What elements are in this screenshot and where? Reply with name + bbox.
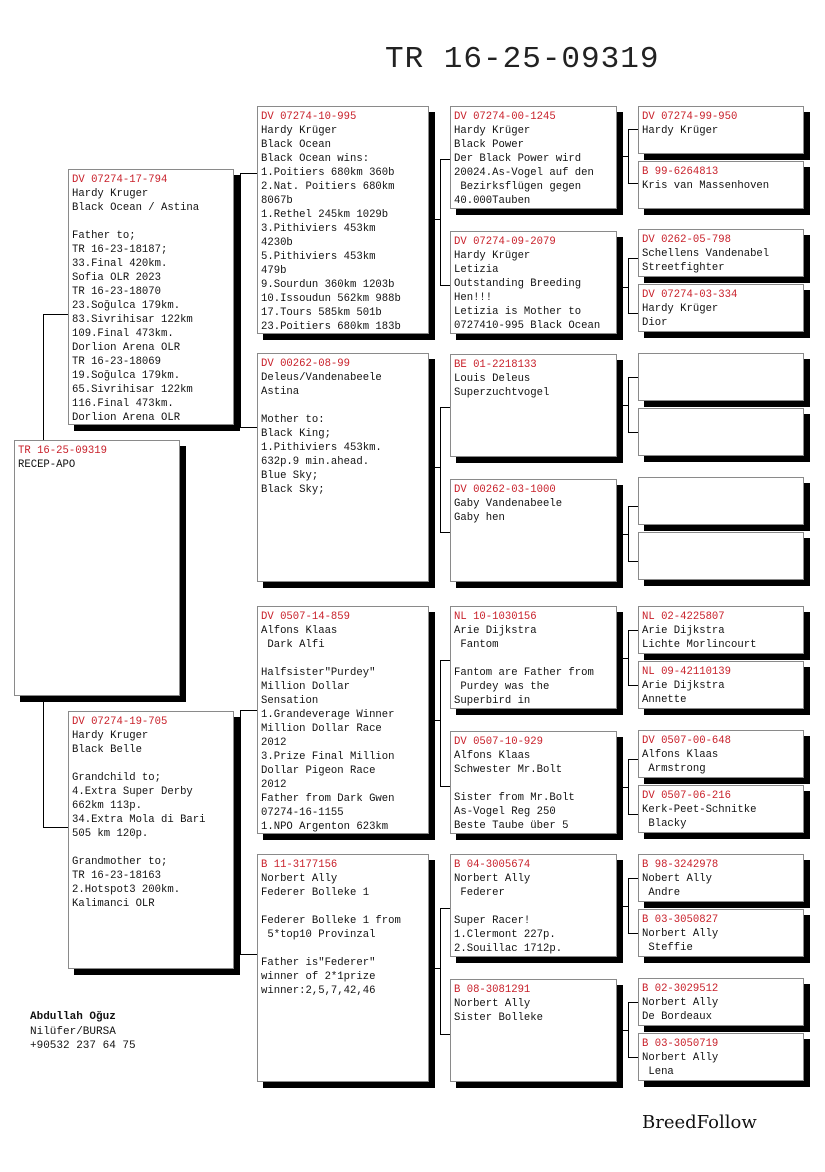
connector-line	[617, 1030, 628, 1031]
connector-line	[43, 314, 69, 315]
pigeon-card-ssd[interactable]	[450, 231, 617, 334]
pigeon-info-line: 2.Souillac 1712p.	[454, 943, 563, 955]
pigeon-card-dsd[interactable]	[450, 731, 617, 834]
pigeon-info-line: 1.Pithiviers 453km.	[261, 442, 382, 454]
pigeon-card-g2[interactable]	[638, 161, 804, 209]
pigeon-info-line: Alfons Klaas	[642, 749, 719, 761]
pigeon-card-dds[interactable]	[450, 854, 617, 957]
pigeon-card-dam-dam[interactable]	[257, 854, 429, 1082]
pigeon-info-line	[72, 757, 231, 771]
pigeon-info-line: Norbert Ally	[642, 1052, 719, 1064]
pigeon-info-line: De Bordeaux	[642, 1011, 712, 1023]
pigeon-info-line: TR 16-23-18069	[72, 356, 162, 368]
ring-number: DV 07274-17-794	[72, 174, 168, 186]
pigeon-info-line: Armstrong	[642, 763, 706, 775]
pigeon-card-sire-sire[interactable]	[257, 106, 429, 334]
connector-line	[440, 407, 441, 532]
connector-line	[628, 759, 629, 814]
connector-line	[628, 183, 638, 184]
pigeon-info-line: Purdey was the	[454, 681, 550, 693]
pigeon-info-line: winner:2,5,7,42,46	[261, 985, 376, 997]
connector-line	[440, 908, 441, 1034]
pigeon-info-line: Alfons Klaas	[454, 750, 531, 762]
ring-number: BE 01-2218133	[454, 359, 537, 371]
pigeon-info-line: 23.Soğulca 179km.	[72, 300, 181, 312]
connector-line	[628, 878, 629, 933]
pigeon-info-line: 662km 113p.	[72, 800, 142, 812]
pigeon-info-line: Black Ocean / Astina	[72, 202, 200, 214]
pigeon-info-line: Gaby hen	[454, 512, 505, 524]
pigeon-info-line: Million Dollar Race	[261, 723, 382, 735]
connector-line	[617, 156, 628, 157]
pedigree-title: TR 16-25-09319	[385, 42, 660, 77]
pigeon-card-g14[interactable]	[638, 909, 804, 957]
pigeon-info-line: Schellens Vandenabel	[642, 248, 770, 260]
ring-number: NL 02-4225807	[642, 611, 725, 623]
pigeon-info-line: Mother to:	[261, 414, 325, 426]
pigeon-info-line: Lena	[642, 1066, 674, 1078]
pigeon-info-line: TR 16-23-18163	[72, 870, 162, 882]
pigeon-card-ddd[interactable]	[450, 979, 617, 1082]
pigeon-info-line: 1.Rethel 245km 1029b	[261, 209, 389, 221]
pigeon-info-line: Norbert Ally	[454, 873, 531, 885]
connector-line	[628, 506, 629, 561]
pigeon-card-g7[interactable]	[638, 477, 804, 525]
owner-phone: +90532 237 64 75	[30, 1040, 136, 1052]
pigeon-card-sdd[interactable]	[450, 479, 617, 582]
pigeon-info-line: 1.Grandeverage Winner	[261, 709, 395, 721]
ring-number: DV 07274-99-950	[642, 111, 738, 123]
ring-number: DV 0262-05-798	[642, 234, 732, 246]
pigeon-info-line: Father from Dark Gwen	[261, 793, 395, 805]
pigeon-info-line: 4230b	[261, 237, 293, 249]
pigeon-info-line: 9.Sourdun 360km 1203b	[261, 279, 395, 291]
connector-line	[240, 173, 241, 427]
connector-line	[628, 313, 638, 314]
connector-line	[440, 159, 441, 285]
pigeon-info-line	[454, 900, 614, 914]
pigeon-info-line: Outstanding Breeding	[454, 278, 582, 290]
connector-line	[240, 427, 258, 428]
pigeon-info-line: 3.Pithiviers 453km	[261, 223, 376, 235]
pigeon-info-line: Father to;	[72, 230, 136, 242]
ring-number: B 98-3242978	[642, 859, 719, 871]
pigeon-info-line: Norbert Ally	[642, 997, 719, 1009]
pigeon-card-g11[interactable]	[638, 730, 804, 778]
pigeon-info-line	[261, 652, 426, 666]
pigeon-info-line: Black King;	[261, 428, 331, 440]
pigeon-card-g15[interactable]	[638, 978, 804, 1026]
owner-info	[30, 1010, 136, 1054]
pigeon-info-line: Grandchild to;	[72, 772, 162, 784]
pigeon-info-line: Arie Dijkstra	[642, 680, 725, 692]
connector-line	[628, 759, 638, 760]
ring-number: B 08-3081291	[454, 984, 531, 996]
pigeon-info-line: Hardy Krüger	[642, 303, 719, 315]
ring-number: DV 00262-03-1000	[454, 484, 556, 496]
pigeon-info-line: Louis Deleus	[454, 373, 531, 385]
pigeon-card-g1[interactable]	[638, 106, 804, 154]
pigeon-card-g8[interactable]	[638, 532, 804, 580]
pigeon-info-line: Letizia is Mother to	[454, 306, 582, 318]
pigeon-info-line: Superbird in	[454, 695, 531, 707]
connector-line	[628, 506, 638, 507]
pigeon-info-line: Dorlion Arena OLR	[72, 342, 181, 354]
pigeon-info-line: Hardy Krüger	[642, 125, 719, 137]
owner-city: Nilüfer/BURSA	[30, 1025, 116, 1038]
connector-line	[617, 658, 628, 659]
pigeon-card-g4[interactable]	[638, 284, 804, 332]
connector-line	[233, 827, 241, 828]
pigeon-info-line: Black Sky;	[261, 484, 325, 496]
pigeon-info-line: Black Power	[454, 139, 524, 151]
pigeon-card-g16[interactable]	[638, 1033, 804, 1081]
pigeon-info-line: 8067b	[261, 195, 293, 207]
pigeon-info-line: 33.Final 420km.	[72, 258, 168, 270]
pigeon-info-line: 1.Poitiers 680km 360b	[261, 167, 395, 179]
pigeon-info-line: 07274-16-1155	[261, 807, 344, 819]
pigeon-info-line: Hardy Krüger	[454, 125, 531, 137]
pigeon-card-g3[interactable]	[638, 229, 804, 277]
ring-number: DV 07274-09-2079	[454, 236, 556, 248]
ring-number: DV 0507-14-859	[261, 611, 351, 623]
pigeon-info-line: Annette	[642, 694, 687, 706]
connector-line	[628, 1002, 638, 1003]
pigeon-info-line: Astina	[261, 386, 300, 398]
pigeon-info-line: Kerk-Peet-Schnitke	[642, 804, 757, 816]
pigeon-info-line: Bezirksflügen gegen	[454, 181, 582, 193]
ring-number: DV 07274-00-1245	[454, 111, 556, 123]
ring-number: DV 07274-19-705	[72, 716, 168, 728]
pigeon-card-g6[interactable]	[638, 408, 804, 456]
connector-line	[628, 377, 629, 432]
pigeon-info-line: Black Belle	[72, 744, 142, 756]
brand-logo: BreedFollow	[642, 1112, 757, 1133]
pigeon-card-sire-dam[interactable]	[257, 353, 429, 582]
pigeon-info-line: 5.Pithiviers 453km	[261, 251, 376, 263]
pigeon-info-line: Sister Bolleke	[454, 1012, 544, 1024]
pigeon-info-line: 109.Final 473km.	[72, 328, 174, 340]
pigeon-info-line: Der Black Power wird	[454, 153, 582, 165]
pigeon-info-line: 83.Sivrihisar 122km	[72, 314, 193, 326]
connector-line	[628, 685, 638, 686]
pigeon-info-line: Norbert Ally	[642, 928, 719, 940]
ring-number: DV 0507-06-216	[642, 790, 732, 802]
connector-line	[628, 377, 638, 378]
pigeon-info-line: Andre	[642, 887, 681, 899]
connector-line	[240, 710, 241, 954]
connector-line	[628, 561, 638, 562]
connector-line	[628, 129, 638, 130]
pigeon-info-line: 34.Extra Mola di Bari	[72, 814, 206, 826]
pigeon-info-line: Blue Sky;	[261, 470, 319, 482]
pigeon-info-line	[261, 399, 426, 413]
pigeon-info-line: Million Dollar	[261, 681, 351, 693]
pigeon-info-line: Alfons Klaas	[261, 625, 338, 637]
pigeon-info-line: Federer Bolleke 1	[261, 887, 370, 899]
pigeon-info-line: Black Ocean	[261, 139, 331, 151]
pigeon-info-line: 19.Soğulca 179km.	[72, 370, 181, 382]
pigeon-info-line: Hardy Krüger	[454, 250, 531, 262]
pigeon-info-line: Black Ocean wins:	[261, 153, 370, 165]
connector-line	[440, 660, 441, 786]
pigeon-info-line: Streetfighter	[642, 262, 725, 274]
pigeon-info-line: Grandmother to;	[72, 856, 168, 868]
owner-name: Abdullah Oğuz	[30, 1011, 116, 1023]
pigeon-info-line: Steffie	[642, 942, 693, 954]
connector-line	[428, 968, 440, 969]
pigeon-info-line: 116.Final 473km.	[72, 398, 174, 410]
pigeon-info-line: Arie Dijkstra	[454, 625, 537, 637]
ring-number: B 03-3050719	[642, 1038, 719, 1050]
pigeon-info-line: Schwester Mr.Bolt	[454, 764, 563, 776]
pigeon-card-subject[interactable]	[14, 440, 180, 696]
pigeon-info-line: 1.NPO Argenton 623km	[261, 821, 389, 833]
pigeon-info-line: Hardy Kruger	[72, 188, 149, 200]
connector-line	[628, 1002, 629, 1057]
ring-number: DV 0507-00-648	[642, 735, 732, 747]
connector-line	[628, 432, 638, 433]
connector-line	[617, 906, 628, 907]
pigeon-info-line: Dark Alfi	[261, 639, 325, 651]
pigeon-card-sire[interactable]	[68, 169, 234, 425]
connector-line	[428, 219, 440, 220]
pigeon-info-line: Halfsister"Purdey"	[261, 667, 376, 679]
pigeon-info-line	[261, 900, 426, 914]
pigeon-info-line	[261, 942, 426, 956]
pigeon-info-line: 0727410-995 Black Ocean	[454, 320, 601, 332]
ring-number: TR 16-25-09319	[18, 445, 108, 457]
pigeon-info-line: Letizia	[454, 264, 499, 276]
pigeon-info-line: Norbert Ally	[261, 873, 338, 885]
pigeon-info-line: 3.Prize Final Million	[261, 751, 395, 763]
pigeon-info-line	[72, 215, 231, 229]
pigeon-info-line: Lichte Morlincourt	[642, 639, 757, 651]
connector-line	[617, 787, 628, 788]
connector-line	[617, 405, 628, 406]
pigeon-info-line: TR 16-23-18070	[72, 286, 162, 298]
pigeon-info-line: Hardy Kruger	[72, 730, 149, 742]
pigeon-info-line: 10.Issoudun 562km 988b	[261, 293, 401, 305]
pigeon-info-line: Deleus/Vandenabeele	[261, 372, 382, 384]
pigeon-card-g5[interactable]	[638, 353, 804, 401]
ring-number: B 11-3177156	[261, 859, 338, 871]
connector-line	[43, 827, 69, 828]
connector-line	[628, 878, 638, 879]
ring-number: DV 07274-03-334	[642, 289, 738, 301]
pigeon-info-line: RECEP-APO	[18, 459, 76, 471]
connector-line	[617, 534, 628, 535]
connector-line	[628, 1057, 638, 1058]
connector-line	[240, 954, 258, 955]
connector-line	[233, 314, 241, 315]
pigeon-info-line: winner of 2*1prize	[261, 971, 376, 983]
pigeon-info-line: Federer Bolleke 1 from	[261, 915, 401, 927]
pigeon-info-line: Fantom are Father from	[454, 667, 594, 679]
pigeon-card-g13[interactable]	[638, 854, 804, 902]
pigeon-info-line: Blacky	[642, 818, 687, 830]
pigeon-info-line: Dollar Pigeon Race	[261, 765, 376, 777]
pigeon-info-line: 632p.9 min.ahead.	[261, 456, 370, 468]
pigeon-info-line: 4.Extra Super Derby	[72, 786, 193, 798]
pigeon-info-line: Hardy Krüger	[261, 125, 338, 137]
pigeon-info-line: Dorlion Arena OLR	[72, 412, 181, 424]
ring-number: B 04-3005674	[454, 859, 531, 871]
pigeon-info-line	[72, 841, 231, 855]
connector-line	[43, 696, 44, 828]
pigeon-info-line: 1.Clermont 227p.	[454, 929, 556, 941]
pigeon-info-line: Super Racer!	[454, 915, 531, 927]
pigeon-card-g10[interactable]	[638, 661, 804, 709]
pigeon-info-line: 2012	[261, 737, 287, 749]
ring-number: B 99-6264813	[642, 166, 719, 178]
pigeon-info-line: 65.Sivrihisar 122km	[72, 384, 193, 396]
pigeon-info-line: TR 16-23-18187;	[72, 244, 168, 256]
connector-line	[628, 258, 638, 259]
pigeon-info-line: 20024.As-Vogel auf den	[454, 167, 594, 179]
pigeon-info-line: Sofia OLR 2023	[72, 272, 162, 284]
pigeon-info-line: Kalimanci OLR	[72, 898, 155, 910]
pigeon-info-line: Sister from Mr.Bolt	[454, 792, 575, 804]
connector-line	[628, 258, 629, 313]
pigeon-info-line: Sensation	[261, 695, 319, 707]
pigeon-info-line: 2012	[261, 779, 287, 791]
pigeon-card-g12[interactable]	[638, 785, 804, 833]
pigeon-info-line: Dior	[642, 317, 668, 329]
connector-line	[43, 314, 44, 441]
connector-line	[240, 710, 258, 711]
pigeon-info-line: 2.Hotspot3 200km.	[72, 884, 181, 896]
pigeon-info-line: Kris van Massenhoven	[642, 180, 770, 192]
ring-number: B 03-3050827	[642, 914, 719, 926]
pigeon-card-sss[interactable]	[450, 106, 617, 209]
pigeon-info-line: 479b	[261, 265, 287, 277]
pigeon-card-dam-sire[interactable]	[257, 606, 429, 834]
connector-line	[617, 287, 628, 288]
pigeon-info-line: Beste Taube über 5	[454, 820, 569, 832]
pigeon-info-line: Norbert Ally	[454, 998, 531, 1010]
pigeon-info-line: Fantom	[454, 639, 499, 651]
connector-line	[240, 173, 258, 174]
pigeon-info-line: 2.Nat. Poitiers 680km	[261, 181, 395, 193]
pigeon-info-line	[454, 777, 614, 791]
pigeon-info-line: 5*top10 Provinzal	[261, 929, 376, 941]
pigeon-info-line: 17.Tours 585km 501b	[261, 307, 382, 319]
pigeon-info-line	[454, 652, 614, 666]
ring-number: DV 00262-08-99	[261, 358, 351, 370]
pigeon-info-line: Superzuchtvogel	[454, 387, 550, 399]
connector-line	[628, 630, 638, 631]
ring-number: DV 07274-10-995	[261, 111, 357, 123]
pigeon-info-line: Arie Dijkstra	[642, 625, 725, 637]
connector-line	[628, 933, 638, 934]
connector-line	[628, 129, 629, 183]
connector-line	[428, 467, 440, 468]
pigeon-card-dss[interactable]	[450, 606, 617, 709]
pigeon-info-line: As-Vogel Reg 250	[454, 806, 556, 818]
pigeon-info-line: Gaby Vandenabeele	[454, 498, 563, 510]
pigeon-info-line: Nobert Ally	[642, 873, 712, 885]
pigeon-card-g9[interactable]	[638, 606, 804, 654]
pigeon-card-sds[interactable]	[450, 354, 617, 457]
connector-line	[628, 814, 638, 815]
ring-number: NL 10-1030156	[454, 611, 537, 623]
connector-line	[628, 630, 629, 685]
pigeon-info-line: Hen!!!	[454, 292, 493, 304]
pigeon-info-line: 505 km 120p.	[72, 828, 149, 840]
connector-line	[428, 720, 440, 721]
ring-number: NL 09-42110139	[642, 666, 732, 678]
pigeon-info-line: 40.000Tauben	[454, 195, 531, 207]
pigeon-info-line: Father is"Federer"	[261, 957, 376, 969]
ring-number: DV 0507-10-929	[454, 736, 544, 748]
pigeon-card-dam[interactable]	[68, 711, 234, 969]
ring-number: B 02-3029512	[642, 983, 719, 995]
pigeon-info-line: Federer	[454, 887, 505, 899]
pigeon-info-line: 23.Poitiers 680km 183b	[261, 321, 401, 333]
